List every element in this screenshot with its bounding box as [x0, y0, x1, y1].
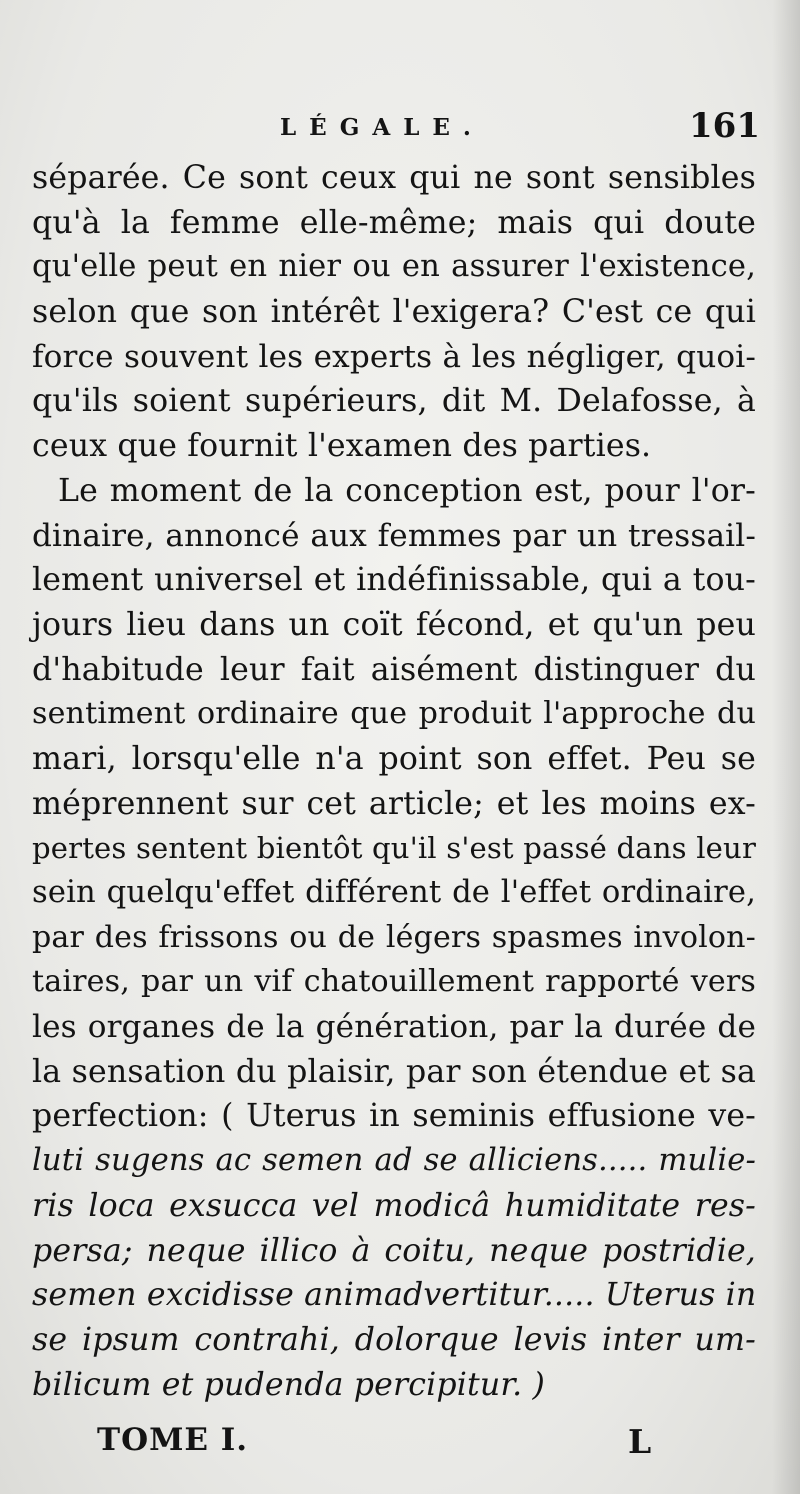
paragraph-start-line: Le moment de la conception est, pour l'or- — [58, 472, 756, 509]
text-line: qu'ils soient supérieurs, dit M. Delafosse, à — [32, 383, 756, 420]
latin-quote-line: luti sugens ac semen ad se alliciens..... mulie- — [32, 1143, 756, 1179]
text-line: les organes de la génération, par la durée de — [32, 1009, 756, 1046]
text-line: d'habitude leur fait aisément distinguer du — [32, 651, 756, 688]
text-line: sein quelqu'effet différent de l'effet ordinaire, — [32, 875, 756, 910]
text-line: qu'à la femme elle-même; mais qui doute — [32, 204, 756, 241]
text-line: qu'elle peut en nier ou en assurer l'existence, — [32, 249, 756, 285]
text-line: perfection: ( Uterus in seminis effusione ve- — [32, 1098, 756, 1135]
latin-quote-line: ris loca exsucca vel modicâ humiditate res- — [32, 1187, 756, 1224]
text-line: mari, lorsqu'elle n'a point son effet. Peu se — [32, 740, 756, 777]
text-line: par des frissons ou de légers spasmes involon- — [32, 919, 756, 955]
page-header — [0, 100, 800, 150]
latin-quote-line: bilicum et pudenda percipitur. ) — [32, 1366, 545, 1403]
text-line: lement universel et indéfinissable, qui a tou- — [32, 562, 756, 599]
text-line: selon que son intérêt l'exigera? C'est ce qui — [32, 294, 756, 331]
text-line: séparée. Ce sont ceux qui ne sont sensibles — [32, 160, 756, 196]
paragraph-end-line: ceux que fournit l'examen des parties. — [32, 428, 652, 465]
page-number: 161 — [689, 106, 760, 146]
latin-quote-line: semen excidisse animadvertitur..... Uterus in — [32, 1277, 757, 1314]
running-head: LÉGALE. — [280, 114, 484, 141]
text-line: la sensation du plaisir, par son étendue et sa — [32, 1053, 756, 1090]
text-line: pertes sentent bientôt qu'il s'est passé dans leur — [32, 831, 756, 866]
latin-quote-line: se ipsum contrahi, dolorque levis inter um- — [32, 1321, 756, 1358]
text-line: méprennent sur cet article; et les moins ex- — [32, 785, 756, 822]
volume-signature: TOME I. — [97, 1422, 249, 1458]
text-line: dinaire, annoncé aux femmes par un tressail- — [32, 517, 756, 554]
text-line: sentiment ordinaire que produit l'approche du — [32, 696, 756, 732]
page-footer — [0, 1422, 800, 1472]
body-text — [32, 156, 756, 1407]
gathering-letter: L — [628, 1422, 652, 1461]
text-line: jours lieu dans un coït fécond, et qu'un peu — [32, 606, 756, 643]
text-line: taires, par un vif chatouillement rapporté vers — [32, 964, 756, 1000]
latin-quote-line: persa; neque illico à coitu, neque postridie, — [32, 1232, 756, 1269]
page-edge-shadow — [772, 0, 800, 1494]
text-line: force souvent les experts à les négliger, quoi- — [32, 338, 756, 375]
